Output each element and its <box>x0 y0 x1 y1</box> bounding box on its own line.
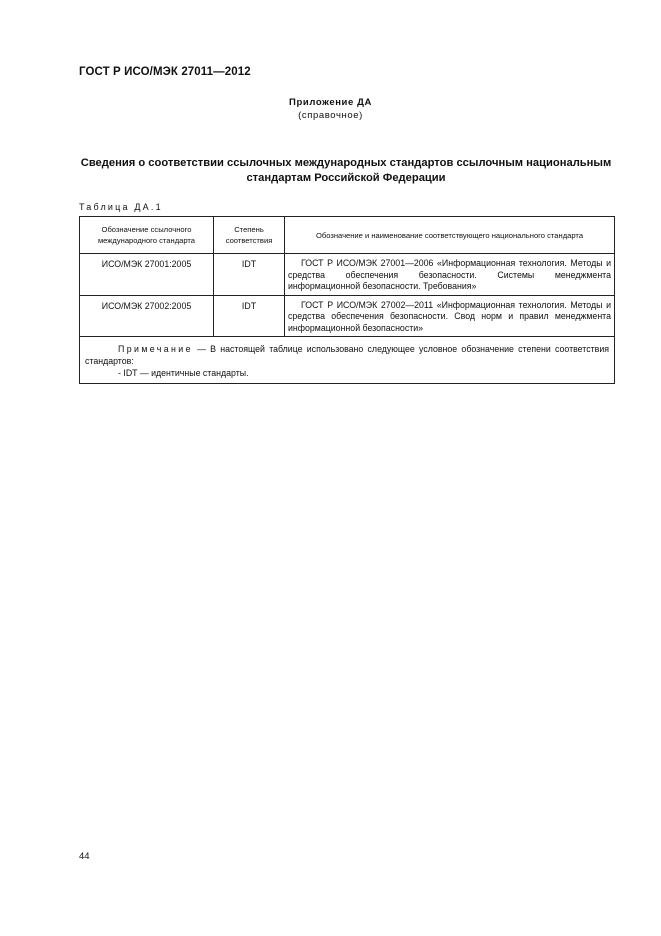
cell-degree: IDT <box>214 295 285 337</box>
section-title: Сведения о соответствии ссылочных международных стандартов ссылочным национальным стандартам Российской Федерации <box>80 157 612 184</box>
note-text: — В настоящей таблице использовано следующее условное обозначение степени соответствия стандартов: <box>85 344 609 366</box>
table-row <box>80 295 615 337</box>
correspondence-table <box>79 216 615 384</box>
cell-ref-standard: ИСО/МЭК 27001:2005 <box>80 254 214 296</box>
table-row <box>80 254 615 296</box>
note-label: Примечание <box>118 344 193 354</box>
page-number: 44 <box>79 851 90 862</box>
header-national-standard: Обозначение и наименование соответствующего национального стандарта <box>285 217 615 254</box>
note-paragraph <box>85 343 609 367</box>
table-note-row <box>80 337 615 384</box>
cell-degree: IDT <box>214 254 285 296</box>
header-ref-standard: Обозначение ссылочного международного стандарта <box>80 217 214 254</box>
header-degree: Степень соответствия <box>214 217 285 254</box>
note-item: - IDT — идентичные стандарты. <box>118 368 249 378</box>
document-header: ГОСТ Р ИСО/МЭК 27011—2012 <box>79 66 251 78</box>
table-note <box>80 337 615 384</box>
table-header-row <box>80 217 615 254</box>
annex-subtitle: (справочное) <box>298 110 363 121</box>
cell-ref-standard: ИСО/МЭК 27002:2005 <box>80 295 214 337</box>
cell-national-standard: ГОСТ Р ИСО/МЭК 27001—2006 «Информационная технология. Методы и средства обеспечения безопасности. Системы менеджмента информационной безопасности. Требования» <box>285 254 615 296</box>
table-caption: Таблица ДА.1 <box>79 202 163 212</box>
cell-national-standard: ГОСТ Р ИСО/МЭК 27002—2011 «Информационная технология. Методы и средства обеспечения безопасности. Свод норм и правил менеджмента информационной безопасности» <box>285 295 615 337</box>
annex-heading <box>0 96 661 122</box>
annex-title: Приложение ДА <box>289 97 372 108</box>
